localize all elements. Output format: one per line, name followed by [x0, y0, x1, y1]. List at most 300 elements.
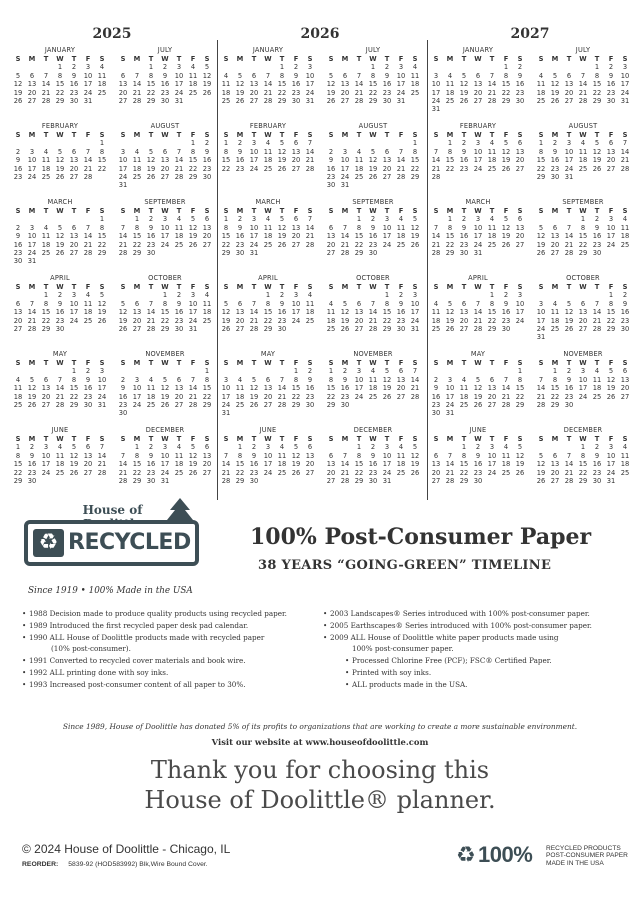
day-cell: 31 [382, 476, 392, 485]
day-empty [590, 291, 604, 299]
day-cell: 12 [69, 451, 79, 460]
day-cell: 12 [564, 308, 574, 317]
weekday-header: T [176, 435, 182, 443]
day-cell: 30 [592, 248, 602, 257]
day-cell: 29 [13, 476, 23, 485]
day-cell: 24 [27, 172, 37, 181]
weekday-header: S [120, 283, 126, 291]
day-cell: 23 [146, 240, 156, 249]
day-cell: 12 [501, 147, 511, 156]
day-cell: 21 [55, 392, 65, 401]
bullet: • [22, 667, 27, 677]
day-empty [324, 215, 338, 223]
day-cell: 7 [342, 223, 348, 232]
day-cell: 31 [305, 96, 315, 105]
day-cell: 4 [223, 71, 229, 80]
day-cell: 25 [354, 172, 364, 181]
timeline-text: (10% post-consumer). [51, 644, 131, 654]
day-empty [380, 139, 394, 147]
day-grid [534, 359, 632, 409]
month-july [324, 46, 422, 105]
day-cell: 14 [487, 80, 497, 89]
day-cell: 3 [134, 375, 140, 384]
day-cell: 15 [592, 80, 602, 89]
day-cell: 3 [538, 299, 544, 308]
day-cell: 22 [445, 164, 455, 173]
day-cell: 23 [396, 316, 406, 325]
day-cell: 6 [43, 375, 49, 384]
day-cell: 27 [41, 400, 51, 409]
weekday-header: T [43, 207, 49, 215]
day-cell: 9 [384, 71, 390, 80]
day-cell: 1 [57, 63, 63, 72]
day-cell: 6 [398, 367, 404, 376]
weekday-header: T [43, 283, 49, 291]
day-empty [81, 139, 95, 147]
day-cell: 10 [132, 384, 142, 393]
weekday-header: T [489, 55, 495, 63]
day-cell: 5 [99, 291, 105, 300]
day-cell: 3 [489, 443, 495, 452]
day-cell: 30 [326, 181, 336, 190]
day-cell: 4 [461, 375, 467, 384]
month-name: SEPTEMBER [144, 198, 186, 206]
bullet: • [323, 620, 328, 630]
website-link[interactable]: Visit our website at www.houseofdoolittle.com [211, 737, 429, 747]
day-cell: 14 [174, 156, 184, 165]
day-cell: 20 [118, 88, 128, 97]
day-cell: 6 [580, 299, 586, 308]
day-cell: 26 [202, 88, 212, 97]
day-cell: 8 [538, 147, 544, 156]
month-june [219, 426, 317, 485]
day-cell: 14 [340, 460, 350, 469]
day-cell: 22 [382, 316, 392, 325]
day-cell: 13 [291, 223, 301, 232]
day-grid [116, 207, 214, 257]
day-cell: 8 [265, 299, 271, 308]
weekday-header: W [474, 55, 482, 63]
day-cell: 21 [83, 164, 93, 173]
day-cell: 15 [459, 460, 469, 469]
day-cell: 10 [221, 384, 231, 393]
weekday-header: S [412, 359, 418, 367]
day-cell: 29 [202, 400, 212, 409]
day-cell: 16 [620, 308, 630, 317]
weekday-header: S [622, 435, 628, 443]
day-cell: 1 [71, 367, 77, 376]
month-name: JUNE [51, 426, 69, 434]
day-cell: 5 [461, 71, 467, 80]
day-cell: 4 [43, 147, 49, 156]
bullet: • [22, 620, 27, 630]
day-cell: 7 [251, 299, 257, 308]
day-cell: 31 [27, 257, 37, 266]
day-cell: 27 [83, 468, 93, 477]
day-empty [429, 443, 443, 451]
day-cell: 19 [368, 164, 378, 173]
day-cell: 16 [160, 80, 170, 89]
day-cell: 10 [606, 451, 616, 460]
weekday-header: M [446, 207, 454, 215]
weekday-header: W [579, 55, 587, 63]
month-october [534, 274, 632, 342]
day-cell: 2 [148, 443, 154, 452]
month-name: FEBRUARY [459, 122, 497, 130]
day-cell: 2 [176, 291, 182, 300]
day-cell: 27 [564, 96, 574, 105]
day-cell: 8 [57, 71, 63, 80]
month-name: NOVEMBER [563, 350, 603, 358]
day-cell: 4 [307, 291, 313, 300]
day-empty [233, 63, 247, 71]
weekday-header: T [43, 359, 49, 367]
day-empty [130, 367, 144, 375]
day-cell: 25 [41, 248, 51, 257]
day-cell: 1 [223, 139, 229, 148]
day-cell: 22 [97, 240, 107, 249]
day-cell: 2 [307, 367, 313, 376]
day-cell: 1 [370, 63, 376, 72]
day-cell: 24 [382, 240, 392, 249]
day-cell: 31 [188, 324, 198, 333]
weekday-header: F [190, 55, 196, 63]
day-empty [130, 139, 144, 147]
day-cell: 17 [382, 460, 392, 469]
day-cell: 1 [384, 291, 390, 300]
day-cell: 18 [174, 232, 184, 241]
weekday-header: F [293, 55, 299, 63]
day-cell: 7 [134, 71, 140, 80]
day-cell: 24 [473, 164, 483, 173]
day-cell: 27 [473, 96, 483, 105]
timeline-left [22, 608, 287, 691]
day-cell: 15 [382, 308, 392, 317]
day-cell: 27 [263, 400, 273, 409]
day-cell: 15 [69, 384, 79, 393]
day-cell: 7 [342, 451, 348, 460]
day-cell: 28 [410, 392, 420, 401]
day-cell: 8 [356, 223, 362, 232]
day-cell: 14 [354, 80, 364, 89]
day-cell: 9 [148, 223, 154, 232]
day-cell: 15 [354, 232, 364, 241]
day-cell: 18 [445, 88, 455, 97]
weekday-header: S [15, 207, 21, 215]
day-grid [534, 435, 632, 485]
day-cell: 19 [188, 232, 198, 241]
month-name: JULY [575, 46, 591, 54]
day-cell: 18 [13, 392, 23, 401]
day-empty [534, 215, 548, 223]
month-january [219, 46, 317, 105]
day-cell: 12 [235, 80, 245, 89]
day-cell: 9 [148, 451, 154, 460]
day-grid [219, 283, 317, 333]
timeline-item [323, 632, 592, 644]
day-cell: 31 [620, 96, 630, 105]
day-cell: 25 [550, 324, 560, 333]
day-cell: 7 [279, 375, 285, 384]
day-cell: 22 [221, 164, 231, 173]
day-cell: 9 [176, 299, 182, 308]
day-cell: 11 [410, 71, 420, 80]
day-empty [562, 215, 576, 223]
day-cell: 25 [578, 164, 588, 173]
day-grid [219, 131, 317, 173]
day-cell: 17 [606, 232, 616, 241]
day-cell: 16 [501, 308, 511, 317]
day-empty [534, 63, 548, 71]
weekday-header: W [369, 207, 377, 215]
weekday-header: T [71, 359, 77, 367]
day-empty [11, 291, 25, 299]
day-cell: 25 [174, 468, 184, 477]
weekday-header: T [251, 207, 257, 215]
day-cell: 28 [118, 248, 128, 257]
day-cell: 14 [221, 460, 231, 469]
day-cell: 22 [221, 240, 231, 249]
day-cell: 12 [118, 308, 128, 317]
month-name: APRIL [468, 274, 488, 282]
day-cell: 1 [190, 139, 196, 148]
weekday-header: S [517, 435, 523, 443]
weekday-header: S [433, 435, 439, 443]
weekday-header: T [176, 131, 182, 139]
day-cell: 30 [606, 96, 616, 105]
weekday-header: S [433, 359, 439, 367]
day-cell: 16 [515, 80, 525, 89]
day-cell: 1 [148, 63, 154, 72]
weekday-header: W [161, 207, 169, 215]
day-cell: 4 [398, 215, 404, 224]
day-cell: 2 [566, 367, 572, 376]
day-cell: 25 [174, 240, 184, 249]
day-cell: 8 [204, 375, 210, 384]
day-cell: 29 [41, 324, 51, 333]
day-cell: 7 [538, 375, 544, 384]
day-cell: 17 [27, 240, 37, 249]
day-grid [324, 435, 422, 485]
weekday-header: W [474, 131, 482, 139]
day-cell: 24 [305, 88, 315, 97]
day-cell: 20 [550, 240, 560, 249]
day-empty [338, 215, 352, 223]
day-cell: 25 [487, 164, 497, 173]
day-cell: 4 [85, 291, 91, 300]
day-cell: 5 [517, 443, 523, 452]
day-cell: 9 [15, 156, 21, 165]
weekday-header: W [369, 131, 377, 139]
day-cell: 27 [305, 468, 315, 477]
day-cell: 9 [307, 375, 313, 384]
day-cell: 4 [43, 223, 49, 232]
day-cell: 15 [354, 460, 364, 469]
weekday-header: M [133, 283, 141, 291]
weekday-header: M [28, 55, 36, 63]
weekday-header: T [489, 435, 495, 443]
day-cell: 8 [580, 223, 586, 232]
day-cell: 12 [536, 460, 546, 469]
day-cell: 11 [263, 147, 273, 156]
day-cell: 5 [251, 375, 257, 384]
day-cell: 15 [132, 232, 142, 241]
weekday-header: S [622, 55, 628, 63]
day-grid [324, 131, 422, 190]
day-cell: 5 [447, 299, 453, 308]
recycled-badge [456, 844, 636, 872]
day-cell: 5 [293, 443, 299, 452]
month-october [116, 274, 214, 333]
day-empty [324, 63, 338, 71]
day-cell: 18 [620, 232, 630, 241]
weekday-header: F [503, 207, 509, 215]
day-cell: 3 [29, 147, 35, 156]
timeline-item [22, 643, 287, 655]
day-cell: 11 [221, 80, 231, 89]
day-cell: 7 [566, 223, 572, 232]
day-cell: 3 [475, 215, 481, 224]
month-december [324, 426, 422, 485]
day-cell: 1 [237, 443, 243, 452]
day-cell: 19 [501, 232, 511, 241]
day-cell: 23 [291, 88, 301, 97]
weekday-header: S [204, 131, 210, 139]
day-cell: 15 [536, 156, 546, 165]
day-grid [429, 283, 527, 333]
thanks-line-2: House of Doolittle® planner. [144, 786, 496, 814]
weekday-header: T [489, 207, 495, 215]
weekday-header: W [56, 435, 64, 443]
day-cell: 27 [396, 392, 406, 401]
weekday-header: M [236, 359, 244, 367]
day-cell: 10 [249, 223, 259, 232]
day-cell: 31 [536, 333, 546, 342]
day-cell: 30 [340, 400, 350, 409]
weekday-header: W [369, 55, 377, 63]
day-cell: 28 [263, 96, 273, 105]
day-cell: 19 [188, 460, 198, 469]
day-cell: 1 [552, 367, 558, 376]
day-cell: 2 [608, 63, 614, 72]
day-cell: 15 [606, 308, 616, 317]
day-empty [130, 63, 144, 71]
weekday-header: S [538, 131, 544, 139]
weekday-header: S [99, 283, 105, 291]
day-cell: 17 [188, 308, 198, 317]
day-cell: 13 [515, 223, 525, 232]
day-cell: 20 [263, 392, 273, 401]
day-cell: 24 [97, 392, 107, 401]
weekday-header: W [579, 207, 587, 215]
day-cell: 13 [263, 384, 273, 393]
day-grid [116, 359, 214, 418]
month-april [219, 274, 317, 333]
day-cell: 1 [43, 291, 49, 300]
day-cell: 1 [134, 215, 140, 224]
day-cell: 13 [41, 384, 51, 393]
day-grid [324, 55, 422, 105]
day-empty [116, 291, 130, 299]
day-cell: 14 [83, 232, 93, 241]
day-cell: 22 [487, 316, 497, 325]
bullet: • [345, 656, 350, 666]
day-empty [39, 367, 53, 375]
day-cell: 17 [305, 80, 315, 89]
day-cell: 13 [340, 80, 350, 89]
day-empty [25, 139, 39, 147]
day-cell: 14 [55, 384, 65, 393]
weekday-header: T [384, 131, 390, 139]
day-empty [53, 139, 67, 147]
weekday-header: T [461, 435, 467, 443]
weekday-header: W [264, 435, 272, 443]
weekday-header: T [176, 359, 182, 367]
day-cell: 23 [235, 164, 245, 173]
day-cell: 8 [412, 147, 418, 156]
day-cell: 13 [431, 460, 441, 469]
reorder-info [22, 861, 208, 868]
day-cell: 12 [606, 375, 616, 384]
month-name: FEBRUARY [41, 122, 79, 130]
day-cell: 9 [370, 223, 376, 232]
day-cell: 5 [608, 367, 614, 376]
day-cell: 24 [160, 468, 170, 477]
weekday-header: M [28, 283, 36, 291]
timeline-item [22, 620, 287, 632]
day-cell: 17 [160, 460, 170, 469]
day-cell: 12 [382, 375, 392, 384]
day-cell: 6 [176, 375, 182, 384]
day-cell: 16 [202, 156, 212, 165]
day-cell: 1 [580, 215, 586, 224]
timeline-item [323, 667, 592, 679]
day-cell: 14 [118, 232, 128, 241]
day-empty [158, 367, 172, 375]
day-cell: 20 [13, 316, 23, 325]
day-grid [429, 55, 527, 114]
day-cell: 16 [27, 460, 37, 469]
weekday-header: S [622, 131, 628, 139]
day-cell: 9 [237, 223, 243, 232]
weekday-header: S [204, 283, 210, 291]
weekday-header: T [566, 55, 572, 63]
day-cell: 23 [368, 468, 378, 477]
day-cell: 10 [536, 308, 546, 317]
day-cell: 28 [146, 324, 156, 333]
day-cell: 28 [445, 476, 455, 485]
day-cell: 10 [263, 451, 273, 460]
timeline-text: 2009 ALL House of Doolittle white paper products made using [330, 632, 559, 642]
month-name: NOVEMBER [353, 350, 393, 358]
day-cell: 11 [326, 308, 336, 317]
day-cell: 22 [326, 392, 336, 401]
weekday-header: W [264, 207, 272, 215]
day-cell: 5 [162, 375, 168, 384]
day-empty [534, 367, 548, 375]
day-cell: 21 [501, 392, 511, 401]
day-cell: 15 [13, 460, 23, 469]
day-cell: 3 [342, 147, 348, 156]
day-cell: 30 [160, 96, 170, 105]
day-cell: 18 [396, 460, 406, 469]
weekday-header: F [85, 283, 91, 291]
day-cell: 24 [410, 316, 420, 325]
day-cell: 2 [29, 443, 35, 452]
month-name: JUNE [259, 426, 277, 434]
day-cell: 10 [83, 71, 93, 80]
day-cell: 26 [13, 96, 23, 105]
